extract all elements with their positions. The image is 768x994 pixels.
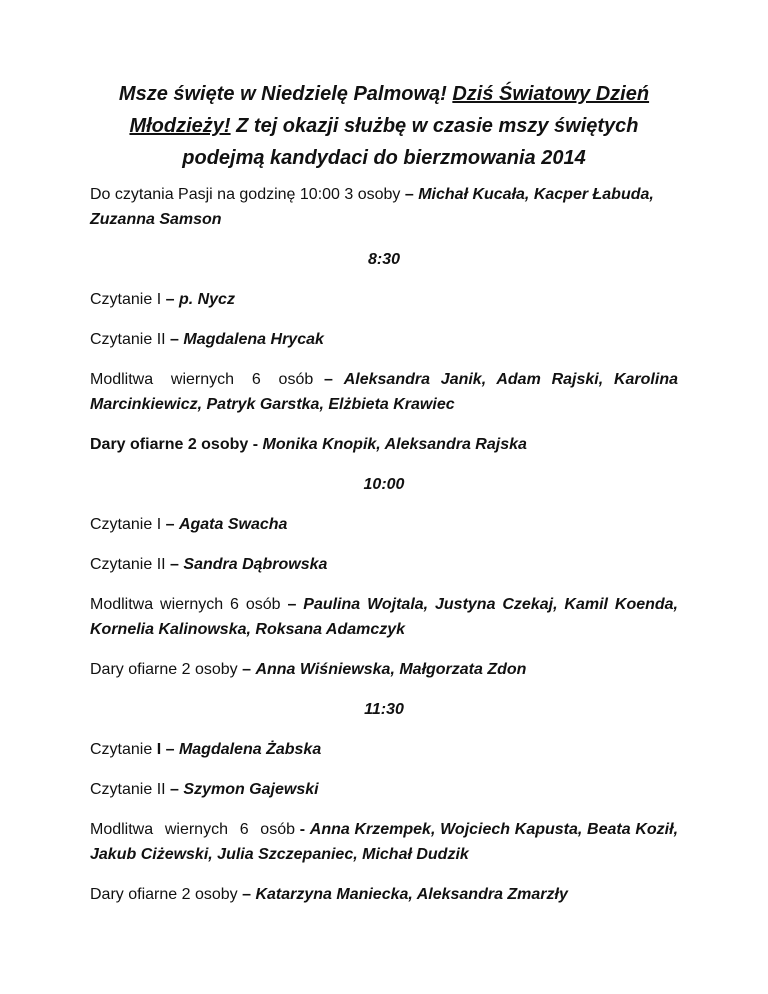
dash: -	[248, 436, 263, 453]
title-part-4: Z tej okazji służbę w czasie mszy świętych	[236, 115, 639, 137]
passion-readers	[90, 182, 678, 232]
page-title	[90, 78, 678, 174]
reader-name: Magdalena Hrycak	[183, 331, 324, 348]
dash: –	[161, 516, 179, 533]
reading-2-1000	[90, 552, 678, 577]
prayer-1000	[90, 592, 678, 642]
dash: –	[237, 886, 256, 903]
document-page	[90, 78, 678, 922]
title-part-2: Dziś Światowy Dzień	[452, 83, 650, 105]
reader-name: Szymon Gajewski	[183, 781, 319, 798]
prayer-1130	[90, 817, 678, 867]
reading-label: Czytanie	[90, 741, 153, 758]
gifts-names: Anna Wiśniewska, Małgorzata Zdon	[255, 661, 527, 678]
reading-label: Czytanie I	[90, 291, 162, 308]
reading-label-bold: I	[152, 741, 162, 758]
prayer-830	[90, 367, 678, 417]
gifts-names: Monika Knopik, Aleksandra Rajska	[262, 436, 527, 453]
reading-label: Czytanie II	[90, 331, 166, 348]
dash: –	[280, 596, 304, 613]
reader-name: Magdalena Żabska	[178, 741, 322, 758]
prayer-label: Modlitwa wiernych 6 osób	[90, 371, 314, 388]
gifts-1000	[90, 657, 678, 682]
gifts-830	[90, 432, 678, 457]
title-part-1: Msze święte w Niedzielę Palmową!	[118, 83, 447, 105]
reader-name: p. Nycz	[178, 291, 235, 308]
reader-name: Agata Swacha	[178, 516, 288, 533]
gifts-names: Katarzyna Maniecka, Aleksandra Zmarzły	[255, 886, 568, 903]
reader-name: Sandra Dąbrowska	[183, 556, 328, 573]
dash: –	[165, 781, 184, 798]
mass-time-830: 8:30	[367, 251, 401, 268]
reading-label: Czytanie II	[90, 556, 166, 573]
title-part-5: podejmą kandydaci do bierzmowania 2014	[182, 147, 586, 169]
prayer-names: Aleksandra Janik, Adam Rajski, Karolina Marcinkiewicz, Patryk Garstka, Elżbieta Krawiec	[90, 371, 678, 413]
gifts-label: Dary ofiarne 2 osoby	[90, 661, 238, 678]
prayer-label: Modlitwa wiernych 6 osób	[90, 596, 281, 613]
dash: –	[313, 371, 344, 388]
dash: –	[161, 291, 179, 308]
reading-label: Czytanie II	[90, 781, 166, 798]
dash: –	[165, 331, 184, 348]
gifts-label: Dary ofiarne 2 osoby	[90, 436, 249, 453]
passion-label: Do czytania Pasji na godzinę 10:00 3 osoby	[90, 186, 401, 203]
passion-names: Michał Kucała, Kacper Łabuda, Zuzanna Samson	[90, 186, 654, 228]
dash: –	[161, 741, 179, 758]
gifts-label: Dary ofiarne 2 osoby	[90, 886, 238, 903]
title-part-3: Młodzieży!	[129, 115, 231, 137]
passion-dash: –	[400, 186, 419, 203]
dash: -	[295, 821, 310, 838]
prayer-names: Anna Krzempek, Wojciech Kapusta, Beata Koził, Jakub Ciżewski, Julia Szczepaniec, Michał Dudzik	[90, 821, 679, 863]
reading-2-830	[90, 327, 678, 352]
dash: –	[165, 556, 184, 573]
prayer-label: Modlitwa wiernych 6 osób	[90, 821, 295, 838]
reading-label: Czytanie I	[90, 516, 162, 533]
dash: –	[237, 661, 256, 678]
prayer-names: Paulina Wojtala, Justyna Czekaj, Kamil Koenda, Kornelia Kalinowska, Roksana Adamczyk	[90, 596, 679, 638]
reading-1-830	[90, 287, 678, 312]
mass-time-1130: 11:30	[364, 701, 404, 718]
gifts-1130	[90, 882, 678, 907]
reading-1-1000	[90, 512, 678, 537]
reading-2-1130	[90, 777, 678, 802]
mass-time-1000: 10:00	[363, 476, 405, 493]
reading-1-1130	[90, 737, 678, 762]
